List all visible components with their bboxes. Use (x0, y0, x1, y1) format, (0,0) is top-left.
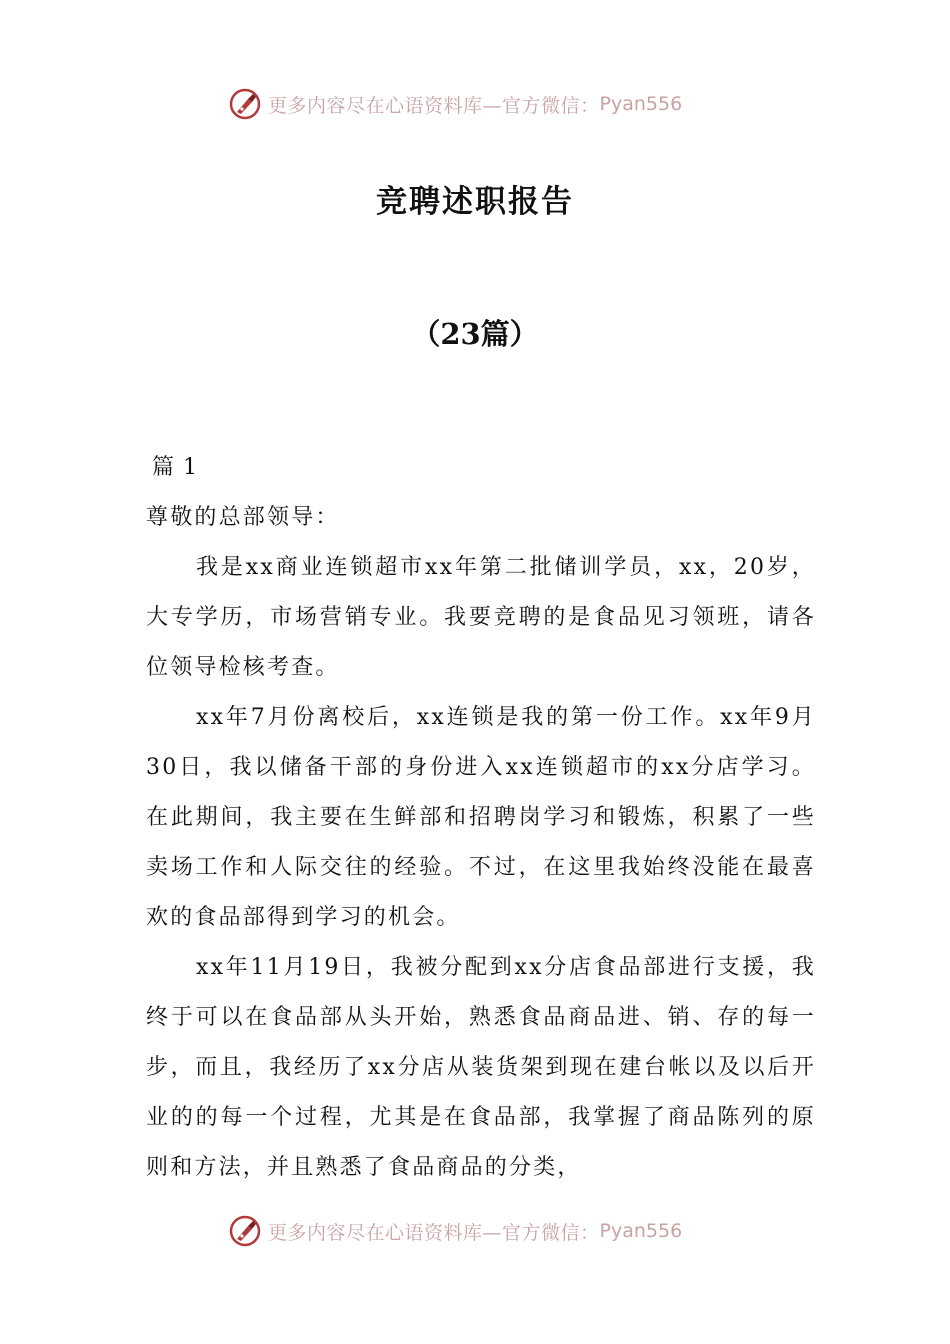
header-banner (228, 84, 748, 124)
paragraph: 我是xx商业连锁超市xx年第二批储训学员，xx，20岁，大专学历，市场营销专业。我要竞聘的是食品见习领班，请各位领导检核考查。 (146, 555, 816, 680)
salutation: 尊敬的总部领导： (146, 505, 340, 530)
wechat-id: Pyan556 (599, 93, 683, 115)
document-body (146, 443, 816, 1193)
wechat-id: Pyan556 (599, 1220, 683, 1242)
banner-text: 更多内容尽在心语资料库—官方微信： (268, 1221, 600, 1244)
footer-banner (228, 1211, 748, 1251)
paragraph: xx年11月19日，我被分配到xx分店食品部进行支援，我终于可以在食品部从头开始，熟悉食品商品进、销、存的每一步，而且，我经历了xx分店从装货架到现在建台帐以及以后开业的的每一个过程，尤其是在食品部，我掌握了商品陈列的原则和方法，并且熟悉了食品商品的分类， (146, 955, 816, 1180)
document-title: 竞聘述职报告 (376, 184, 574, 220)
section-label: 篇 1 (152, 455, 198, 480)
document-subtitle: （23篇） (411, 317, 539, 351)
banner-text: 更多内容尽在心语资料库—官方微信： (268, 94, 600, 117)
pen-nib-logo-icon (228, 1214, 262, 1248)
pen-nib-logo-icon (228, 87, 262, 121)
paragraph: xx年7月份离校后，xx连锁是我的第一份工作。xx年9月30日，我以储备干部的身份进入xx连锁超市的xx分店学习。在此期间，我主要在生鲜部和招聘岗学习和锻炼，积累了一些卖场工作和人际交往的经验。不过，在这里我始终没能在最喜欢的食品部得到学习的机会。 (146, 705, 816, 930)
